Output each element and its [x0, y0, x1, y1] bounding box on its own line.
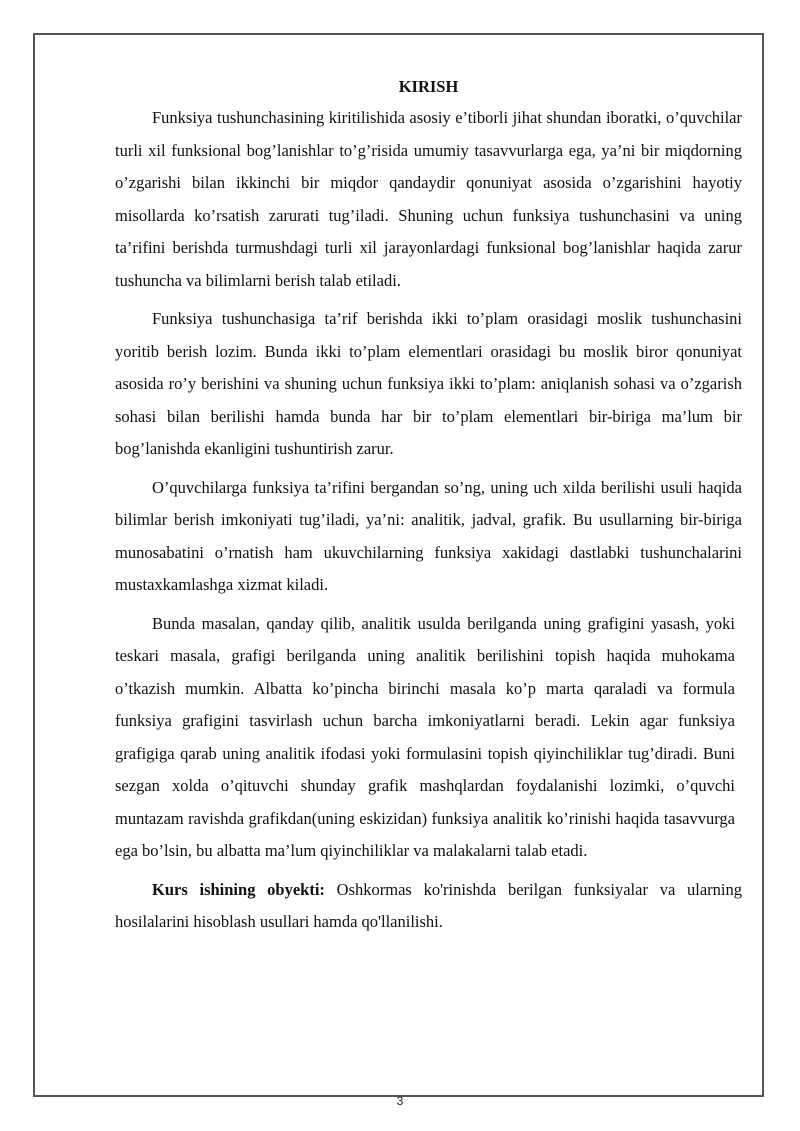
paragraph-1: Funksiya tushunchasining kiritilishida asosiy e’tiborli jihat shundan iboratki, o’quvchilar turli xil funksional bog’lanishlar to’g’risida umumiy tasavvurlarga ega, ya’ni bir miqdorning o’zgarishi bilan ikkinchi bir miqdor qandaydir qonuniyat asosida o’zgarishini hayotiy misollarda ko’rsatish zarurati tug’iladi. Shuning uchun funksiya tushunchasini va uning ta’rifini berishda turmushdagi turli xil jarayonlardagi funksional bog’lanishlar haqida zarur tushuncha va bilimlarni berish talab etiladi. [115, 108, 742, 290]
paragraph-2: Funksiya tushunchasiga ta’rif berishda ikki to’plam orasidagi moslik tushunchasini yoritib berish lozim. Bunda ikki to’plam elementlari orasidagi bu moslik biror qonuniyat asosida ro’y berishini va shuning uchun funksiya ikki to’plam: aniqlanish sohasi va o’zgarish sohasi bilan berilishi hamda bunda har bir to’plam elementlari bir-biriga ma’lum bir bog’lanishda ekanligini tushuntirish zarur. [115, 309, 742, 458]
section-title: KIRISH [398, 77, 459, 96]
paragraph-3: O’quvchilarga funksiya ta’rifini bergandan so’ng, uning uch xilda berilishi usuli haqida bilimlar berish imkoniyati tug’iladi, ya’ni: analitik, jadval, grafik. Bu usullarning bir-biriga munosabatini o’rnatish ham ukuvchilarning funksiya xakidagi dastlabki tushunchalarini mustaxkamlashga xizmat kiladi. [115, 477, 742, 594]
document-body [115, 74, 742, 939]
object-label: Kurs ishining obyekti: [152, 879, 325, 899]
page-number: 3 [396, 1094, 404, 1108]
object-text: Oshkormas ko'rinishda berilgan funksiyalar va ularning hosilalarini hisoblash usullari hamda qo'llanilishi. [115, 879, 742, 931]
paragraph-4: Bunda masalan, qanday qilib, analitik usulda berilganda uning grafigini yasash, yoki teskari masala, grafigi berilganda uning analitik berilishini topish haqida muhokama o’tkazish mumkin. Albatta ko’pincha birinchi masala ko’p marta qaraladi va formula funksiya grafigini tasvirlash uchun barcha imkoniyatlarni beradi. Lekin agar funksiya grafigiga qarab uning analitik ifodasi yoki formulasini topish qiyinchiliklar tug’diradi. Buni sezgan xolda o’qituvchi shunday grafik mashqlardan foydalanishi lozimki, o’quvchi muntazam ravishda grafikdan(uning eskizidan) funksiya analitik ko’rinishi haqida tasavvurga ega bo’lsin, bu albatta ma’lum qiyinchiliklar va malakalarni talab etadi. [115, 613, 735, 860]
object-paragraph [115, 874, 742, 939]
